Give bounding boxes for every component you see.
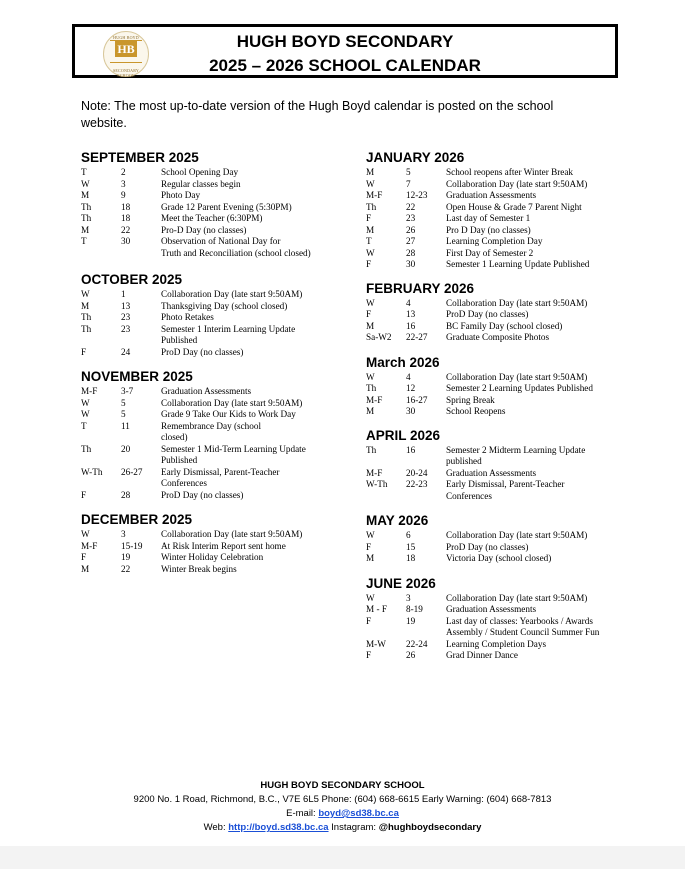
event-row <box>366 225 636 237</box>
event-text: Early Dismissal, Parent-Teacher <box>161 466 280 477</box>
event-day: M <box>81 224 90 235</box>
event-date: 15 <box>406 541 416 552</box>
event-day: W <box>366 178 375 189</box>
event-text: ProD Day (no classes) <box>161 489 244 500</box>
event-text: Learning Completion Day <box>446 236 543 246</box>
event-date <box>121 478 161 490</box>
event-text: Grad Dinner Dance <box>446 650 518 660</box>
event-text: Semester 2 Midterm Learning Update <box>446 444 586 455</box>
event-row <box>81 409 351 421</box>
event-date: 24 <box>121 346 131 357</box>
event-day: W-Th <box>81 466 103 477</box>
event-row <box>81 421 351 433</box>
event-row <box>366 248 636 260</box>
event-date: 5 <box>406 167 411 177</box>
event-day: M <box>81 190 90 200</box>
event-day <box>366 627 406 639</box>
footer-school-name: HUGH BOYD SECONDARY SCHOOL <box>260 780 425 791</box>
event-day <box>366 491 406 503</box>
month-section <box>81 512 351 575</box>
event-date: 22 <box>406 201 416 212</box>
event-date: 16-27 <box>406 394 428 405</box>
event-day: M <box>366 406 375 416</box>
event-row <box>81 552 351 564</box>
event-row <box>366 332 636 344</box>
event-text: Grade 9 Take Our Kids to Work Day <box>161 409 296 419</box>
event-date: 3 <box>121 178 126 189</box>
event-date: 23 <box>406 213 416 223</box>
event-date <box>406 456 446 468</box>
event-date: 23 <box>121 312 131 322</box>
event-day: Sa-W2 <box>366 332 392 342</box>
event-date: 28 <box>121 489 131 500</box>
event-date: 12-23 <box>406 190 428 200</box>
event-day: M-F <box>366 394 383 405</box>
event-row <box>366 616 636 628</box>
event-date <box>121 432 161 444</box>
event-row <box>366 190 636 202</box>
event-day: F <box>366 650 372 660</box>
event-day: W <box>366 297 375 308</box>
event-date: 13 <box>406 309 416 319</box>
event-row <box>366 406 636 418</box>
event-row <box>366 553 636 565</box>
calendar-column-left <box>81 150 351 575</box>
event-text: Collaboration Day (late start 9:50AM) <box>161 529 303 539</box>
event-row <box>81 455 351 467</box>
event-day: Th <box>366 201 377 212</box>
month-section <box>366 576 636 662</box>
event-row <box>366 639 636 651</box>
month-heading: SEPTEMBER 2025 <box>81 150 199 165</box>
event-text: closed) <box>161 432 188 442</box>
month-heading: March 2026 <box>366 354 440 370</box>
event-row <box>81 478 351 490</box>
event-text: Collaboration Day (late start 9:50AM) <box>446 297 588 308</box>
event-date: 5 <box>121 409 126 419</box>
event-day: W-Th <box>366 479 388 489</box>
month-section <box>81 150 351 259</box>
event-text: Last day of classes: Yearbooks / Awards <box>446 615 593 626</box>
month-section <box>366 150 636 271</box>
month-heading: NOVEMBER 2025 <box>81 369 193 384</box>
event-row <box>366 372 636 384</box>
event-text: Collaboration Day (late start 9:50AM) <box>161 289 303 299</box>
calendar-note: Note: The most up-to-date version of the Hugh Boyd calendar is posted on the school website. <box>81 99 554 130</box>
event-row <box>366 593 636 605</box>
event-text: Graduation Assessments <box>446 190 537 200</box>
event-date <box>121 455 161 467</box>
event-row <box>81 213 351 225</box>
event-date: 3-7 <box>121 386 134 396</box>
event-text: Pro-D Day (no classes) <box>161 224 247 235</box>
event-text: Graduation Assessments <box>446 467 537 478</box>
event-row <box>366 179 636 191</box>
calendar-column-right <box>366 150 636 662</box>
event-row <box>81 490 351 502</box>
event-date <box>121 335 161 347</box>
event-date: 8-19 <box>406 604 423 614</box>
event-text: Published <box>161 335 198 345</box>
page-title: HUGH BOYD SECONDARY <box>236 32 454 51</box>
event-day: T <box>81 420 87 431</box>
event-row <box>81 564 351 576</box>
event-day: F <box>366 213 372 223</box>
month-section <box>366 513 636 565</box>
event-row <box>81 312 351 324</box>
event-row <box>81 236 351 248</box>
event-date: 20 <box>121 443 131 454</box>
month-heading: OCTOBER 2025 <box>81 272 183 287</box>
event-date: 26-27 <box>121 466 143 477</box>
event-text: Semester 2 Learning Updates Published <box>446 383 593 393</box>
month-heading: JANUARY 2026 <box>366 150 465 165</box>
event-row <box>366 298 636 310</box>
event-row <box>81 248 351 260</box>
event-day: M <box>366 167 375 177</box>
event-text: Meet the Teacher (6:30PM) <box>161 213 263 223</box>
event-date: 28 <box>406 247 416 258</box>
month-section <box>366 355 636 418</box>
event-row <box>366 479 636 491</box>
month-heading: MAY 2026 <box>366 513 429 528</box>
event-day: Th <box>81 443 92 454</box>
month-section <box>81 272 351 358</box>
event-day: M <box>366 553 375 563</box>
event-date: 19 <box>406 615 416 626</box>
event-row <box>81 324 351 336</box>
month-heading: JUNE 2026 <box>366 575 436 591</box>
logo-initials: HB <box>115 41 137 57</box>
website-link[interactable]: http://boyd.sd38.bc.ca <box>228 822 329 833</box>
event-day: M-W <box>366 638 386 649</box>
event-day <box>81 432 121 444</box>
event-day: W <box>81 178 90 189</box>
event-date: 26 <box>406 650 416 660</box>
event-text: Collaboration Day (late start 9:50AM) <box>446 371 588 382</box>
event-text: Conferences <box>161 478 207 488</box>
event-text: Graduate Composite Photos <box>446 332 550 342</box>
page-subtitle: 2025 – 2026 SCHOOL CALENDAR <box>209 56 481 75</box>
event-text: At Risk Interim Report sent home <box>161 540 286 551</box>
event-row <box>366 395 636 407</box>
event-date: 16 <box>406 444 416 455</box>
event-row <box>366 456 636 468</box>
event-text: Winter Holiday Celebration <box>161 552 264 562</box>
event-date <box>406 627 446 639</box>
event-row <box>366 627 636 639</box>
event-row <box>366 309 636 321</box>
month-heading: FEBRUARY 2026 <box>366 280 475 296</box>
event-day: W <box>81 409 90 419</box>
event-text: Open House & Grade 7 Parent Night <box>446 201 582 212</box>
event-date: 26 <box>406 224 416 235</box>
event-day: T <box>81 167 87 177</box>
event-row <box>366 321 636 333</box>
footer-web-label: Web: <box>203 822 229 833</box>
event-text: Learning Completion Days <box>446 638 547 649</box>
event-day: Th <box>81 312 92 322</box>
event-date: 27 <box>406 236 416 246</box>
event-text: Photo Day <box>161 190 201 200</box>
event-day <box>366 456 406 468</box>
event-row <box>81 190 351 202</box>
event-text: Assembly / Student Council Summer Fun <box>446 627 600 637</box>
event-row <box>366 236 636 248</box>
event-row <box>366 530 636 542</box>
event-text: ProD Day (no classes) <box>161 346 244 357</box>
event-day: F <box>366 615 372 626</box>
event-date: 9 <box>121 190 126 200</box>
event-date: 16 <box>406 320 416 331</box>
event-date: 4 <box>406 371 411 382</box>
month-section <box>366 281 636 344</box>
event-text: Collaboration Day (late start 9:50AM) <box>446 530 588 540</box>
event-date: 13 <box>121 300 131 311</box>
event-day: T <box>366 236 372 246</box>
event-text: Remembrance Day (school <box>161 420 262 431</box>
event-row <box>366 383 636 395</box>
event-row <box>366 542 636 554</box>
event-date: 22-27 <box>406 332 428 342</box>
event-text: Pro D Day (no classes) <box>446 224 531 235</box>
event-row <box>81 398 351 410</box>
event-date: 19 <box>121 552 131 562</box>
event-text: ProD Day (no classes) <box>446 309 529 319</box>
event-row <box>81 202 351 214</box>
event-text: Graduation Assessments <box>161 386 252 396</box>
event-text: Semester 1 Interim Learning Update <box>161 323 296 334</box>
event-date: 22-23 <box>406 479 428 489</box>
event-row <box>366 468 636 480</box>
event-row <box>81 335 351 347</box>
event-row <box>366 650 636 662</box>
event-date: 30 <box>406 406 416 416</box>
event-row <box>366 202 636 214</box>
event-text: Winter Break begins <box>161 563 237 574</box>
event-row <box>81 225 351 237</box>
event-row <box>81 167 351 179</box>
event-date: 18 <box>121 201 131 212</box>
event-day: M-F <box>366 467 383 478</box>
event-day: Th <box>81 201 92 212</box>
calendar-header <box>72 24 618 78</box>
event-text: BC Family Day (school closed) <box>446 320 563 331</box>
event-row <box>366 445 636 457</box>
event-day: M-F <box>81 540 98 551</box>
event-day <box>81 248 121 260</box>
event-day: M <box>81 300 90 311</box>
event-day: F <box>81 552 87 562</box>
event-date <box>406 491 446 503</box>
month-heading: APRIL 2026 <box>366 427 441 443</box>
event-row <box>81 289 351 301</box>
event-day: M <box>81 563 90 574</box>
event-date: 23 <box>121 323 131 334</box>
event-day <box>81 478 121 490</box>
event-date: 18 <box>121 213 131 223</box>
event-day: F <box>366 309 372 319</box>
event-row <box>81 541 351 553</box>
event-date: 22 <box>121 224 131 235</box>
event-text: Graduation Assessments <box>446 604 537 614</box>
event-text: First Day of Semester 2 <box>446 247 534 258</box>
event-text: published <box>446 456 482 466</box>
event-text: ProD Day (no classes) <box>446 541 529 552</box>
logo-text-top: HUGH BOYD <box>113 35 139 40</box>
event-day: M - F <box>366 604 387 614</box>
event-day: W <box>81 397 90 408</box>
event-text: Thanksgiving Day (school closed) <box>161 300 288 311</box>
event-date: 22-24 <box>406 638 428 649</box>
footer-email-line <box>0 806 685 821</box>
event-row <box>81 386 351 398</box>
event-text: Spring Break <box>446 394 495 405</box>
event-day: F <box>81 489 87 500</box>
month-section <box>81 369 351 501</box>
event-date: 15-19 <box>121 540 143 551</box>
event-text: Grade 12 Parent Evening (5:30PM) <box>161 201 292 212</box>
event-day: W <box>81 289 90 299</box>
event-day: Th <box>366 444 377 455</box>
event-date: 30 <box>406 259 416 269</box>
event-text: School Opening Day <box>161 167 239 177</box>
event-text: Published <box>161 455 198 465</box>
event-text: Victoria Day (school closed) <box>446 553 552 563</box>
event-day: M <box>366 320 375 331</box>
event-row <box>81 179 351 191</box>
event-row <box>81 529 351 541</box>
event-text: School reopens after Winter Break <box>446 167 574 177</box>
event-date: 18 <box>406 553 416 563</box>
event-day: T <box>81 236 87 246</box>
event-row <box>81 432 351 444</box>
event-text: Last day of Semester 1 <box>446 213 531 223</box>
logo-text-bottom: SECONDARY SCHOOL <box>112 68 140 78</box>
event-row <box>81 347 351 359</box>
event-date <box>121 248 161 260</box>
event-day: F <box>81 346 87 357</box>
event-text: Truth and Reconciliation (school closed) <box>161 247 311 258</box>
event-day: F <box>366 259 372 269</box>
event-date: 4 <box>406 297 411 308</box>
event-text: Semester 1 Mid-Term Learning Update <box>161 443 306 454</box>
event-date: 3 <box>121 529 126 539</box>
event-text: Collaboration Day (late start 9:50AM) <box>446 178 588 189</box>
footer-email-label: E-mail: <box>286 808 319 819</box>
event-text: Semester 1 Learning Update Published <box>446 259 590 269</box>
event-row <box>366 213 636 225</box>
event-row <box>366 491 636 503</box>
event-day: W <box>81 529 90 539</box>
event-date: 11 <box>121 420 130 431</box>
month-heading: DECEMBER 2025 <box>81 512 193 527</box>
event-day: W <box>366 530 375 540</box>
event-date: 7 <box>406 178 411 189</box>
event-text: Conferences <box>446 490 492 501</box>
event-day: Th <box>81 323 92 334</box>
event-text: Collaboration Day (late start 9:50AM) <box>161 397 303 408</box>
event-text: Observation of National Day for <box>161 236 281 246</box>
event-date: 3 <box>406 592 411 603</box>
event-row <box>366 259 636 271</box>
event-text: Regular classes begin <box>161 178 241 189</box>
event-text: Collaboration Day (late start 9:50AM) <box>446 592 588 603</box>
event-day: Th <box>366 383 377 393</box>
event-day: M-F <box>81 386 98 396</box>
event-date: 1 <box>121 289 126 299</box>
event-day: M-F <box>366 190 383 200</box>
footer-address: 9200 No. 1 Road, Richmond, B.C., V7E 6L5 Phone: (604) 668-6615 Early Warning: (604) 668-7813 <box>133 794 552 805</box>
event-day <box>81 455 121 467</box>
event-date: 30 <box>121 236 131 246</box>
event-date: 5 <box>121 397 126 408</box>
event-day: W <box>366 371 375 382</box>
event-row <box>81 301 351 313</box>
event-row <box>81 467 351 479</box>
month-section <box>366 428 636 503</box>
event-date: 20-24 <box>406 467 428 478</box>
event-day: F <box>366 541 372 552</box>
event-date: 2 <box>121 167 126 177</box>
event-text: Photo Retakes <box>161 312 214 322</box>
event-day: Th <box>81 213 92 223</box>
footer-web-line <box>0 820 685 835</box>
event-row <box>366 604 636 616</box>
page-bottom-band <box>0 846 685 869</box>
event-date: 22 <box>121 563 131 574</box>
email-link[interactable]: boyd@sd38.bc.ca <box>318 808 399 819</box>
event-day <box>81 335 121 347</box>
event-day: W <box>366 247 375 258</box>
event-date: 6 <box>406 530 411 540</box>
event-day: W <box>366 592 375 603</box>
instagram-handle: @hughboydsecondary <box>378 822 482 833</box>
footer-instagram-label: Instagram: <box>328 822 379 833</box>
event-date: 12 <box>406 383 416 393</box>
event-row <box>81 444 351 456</box>
event-row <box>366 167 636 179</box>
event-text: Early Dismissal, Parent-Teacher <box>446 479 565 489</box>
event-text: School Reopens <box>446 406 506 416</box>
event-day: M <box>366 224 375 235</box>
